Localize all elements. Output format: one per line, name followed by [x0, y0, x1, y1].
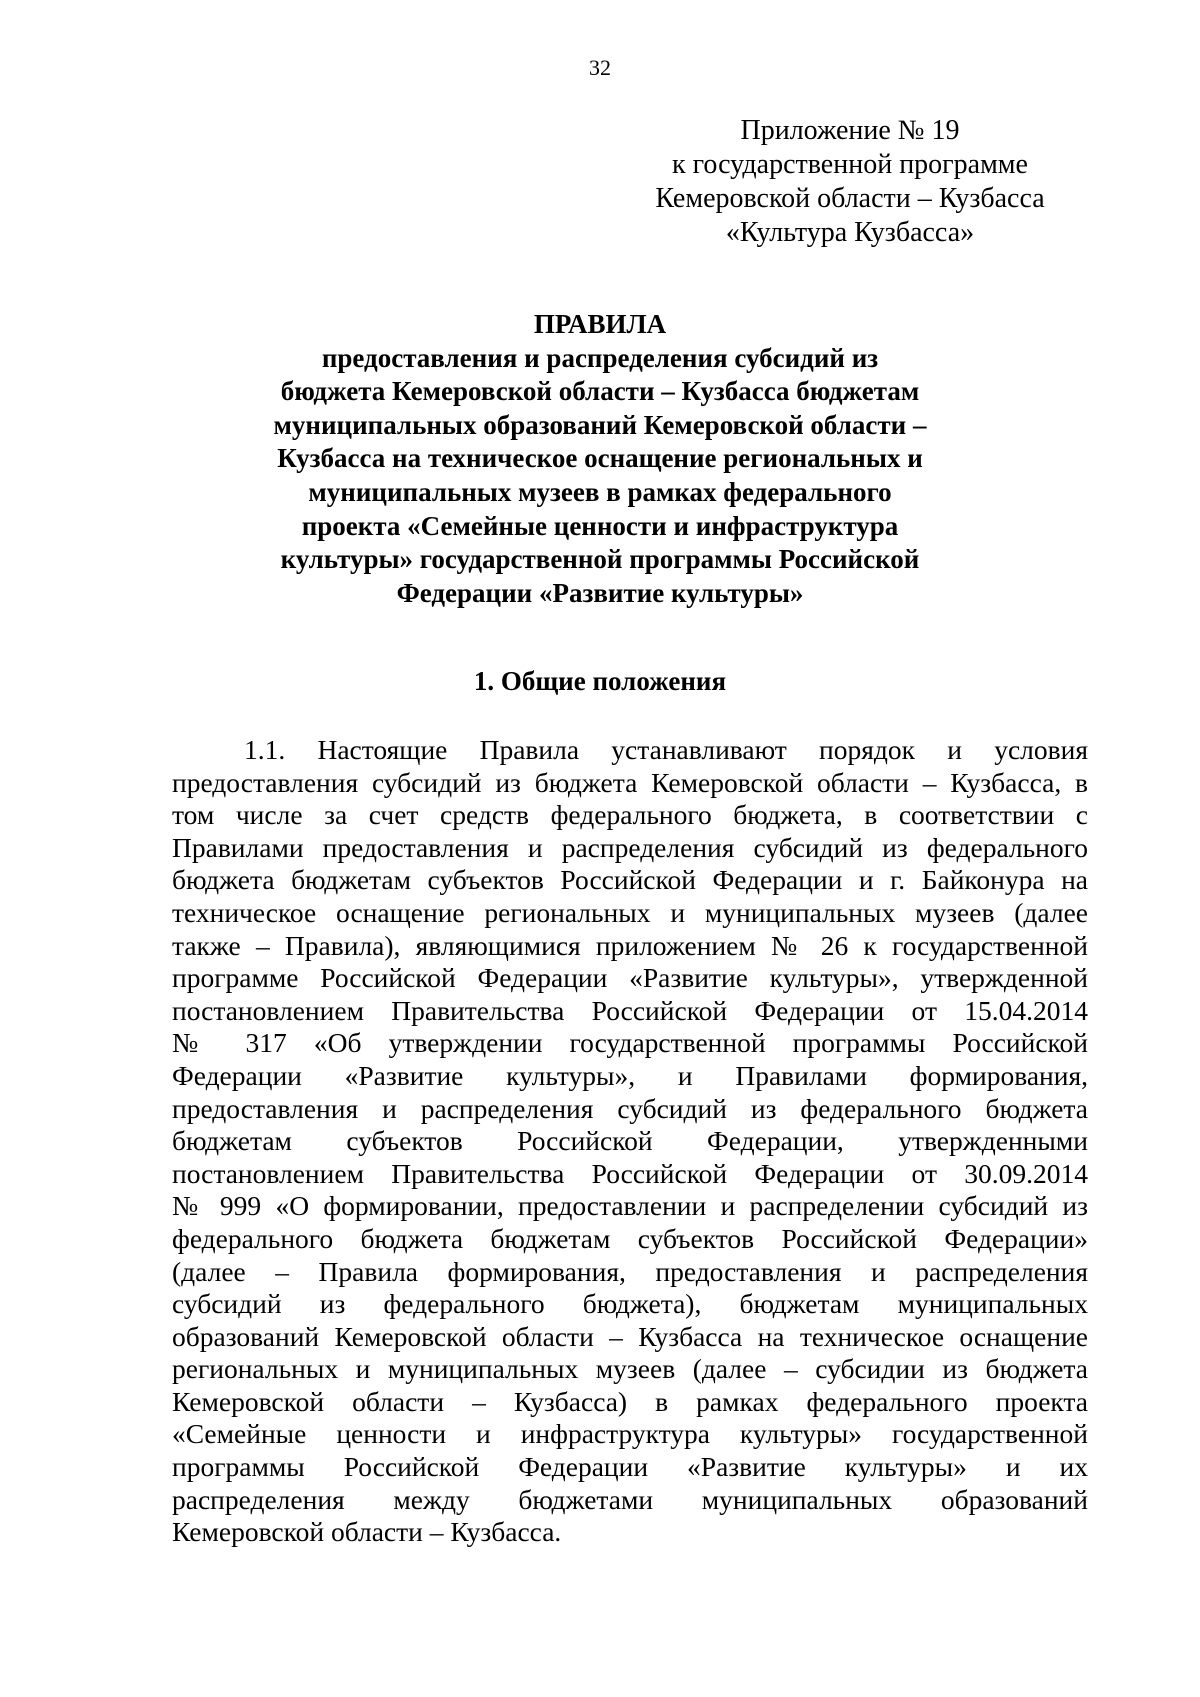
- paragraph-line: «Семейные ценности и инфраструктура культуры» государственной: [172, 1418, 1088, 1450]
- paragraph-line: № 999 «О формировании, предоставлении и распределении субсидий из: [172, 1190, 1088, 1222]
- title-line: Федерации «Развитие культуры»: [396, 577, 804, 608]
- paragraph-line: образований Кемеровской области – Кузбасса на техническое оснащение: [172, 1320, 1088, 1352]
- paragraph-line: предоставления и распределения субсидий из федерального бюджета: [172, 1092, 1088, 1124]
- paragraph-line: № 317 «Об утверждении государственной программы Российской: [172, 1027, 1088, 1059]
- paragraph-line: техническое оснащение региональных и муниципальных музеев (далее: [172, 896, 1088, 928]
- paragraph-line: бюджетам субъектов Российской Федерации, утвержденными: [172, 1125, 1088, 1157]
- document-title: [200, 308, 1000, 610]
- title-line: предоставления и распределения субсидий из: [321, 342, 879, 373]
- paragraph-line: Федерации «Развитие культуры», и Правилами формирования,: [172, 1059, 1088, 1091]
- appendix-reference: [640, 114, 1060, 250]
- appendix-line: к государственной программе: [672, 149, 1028, 180]
- body-paragraph: [172, 734, 1088, 1549]
- paragraph-line: программе Российской Федерации «Развитие культуры», утвержденной: [172, 962, 1088, 994]
- paragraph-line: бюджета бюджетам субъектов Российской Федерации и г. Байконура на: [172, 864, 1088, 896]
- paragraph-line: постановлением Правительства Российской Федерации от 30.09.2014: [172, 1157, 1088, 1189]
- paragraph-line: распределения между бюджетами муниципальных образований: [172, 1483, 1088, 1515]
- paragraph-line: Правилами предоставления и распределения субсидий из федерального: [172, 831, 1088, 863]
- paragraph-line: том числе за счет средств федерального бюджета, в соответствии с: [172, 799, 1088, 831]
- title-line: Кузбасса на техническое оснащение региональных и: [277, 443, 923, 474]
- paragraph-line: 1.1. Настоящие Правила устанавливают порядок и условия: [244, 734, 1088, 765]
- paragraph-line: постановлением Правительства Российской Федерации от 15.04.2014: [172, 994, 1088, 1026]
- title-line: муниципальных музеев в рамках федерального: [308, 476, 892, 507]
- title-line: культуры» государственной программы Российской: [280, 544, 920, 575]
- title-heading: ПРАВИЛА: [533, 309, 667, 339]
- paragraph-line: (далее – Правила формирования, предоставления и распределения: [172, 1255, 1088, 1287]
- paragraph-line: также – Правила), являющимися приложением № 26 к государственной: [172, 929, 1088, 961]
- title-line: муниципальных образований Кемеровской области –: [273, 409, 927, 440]
- section-heading: 1. Общие положения: [473, 666, 727, 696]
- title-line: проекта «Семейные ценности и инфраструктура: [301, 510, 899, 541]
- paragraph-line: федерального бюджета бюджетам субъектов Российской Федерации»: [172, 1222, 1088, 1254]
- paragraph-line: программы Российской Федерации «Развитие культуры» и их: [172, 1451, 1088, 1483]
- appendix-line: Приложение № 19: [740, 115, 960, 146]
- paragraph-line: предоставления субсидий из бюджета Кемеровской области – Кузбасса, в: [172, 766, 1088, 798]
- page-number: 32: [589, 55, 611, 80]
- paragraph-line: Кемеровской области – Кузбасса.: [172, 1516, 562, 1548]
- paragraph-line: Кемеровской области – Кузбасса) в рамках федерального проекта: [172, 1385, 1088, 1417]
- appendix-line: Кемеровской области – Кузбасса: [655, 183, 1045, 214]
- title-line: бюджета Кемеровской области – Кузбасса бюджетам: [280, 376, 920, 407]
- appendix-line: «Культура Кузбасса»: [725, 217, 975, 248]
- paragraph-line: региональных и муниципальных музеев (далее – субсидии из бюджета: [172, 1353, 1088, 1385]
- paragraph-line: субсидий из федерального бюджета), бюджетам муниципальных: [172, 1288, 1088, 1320]
